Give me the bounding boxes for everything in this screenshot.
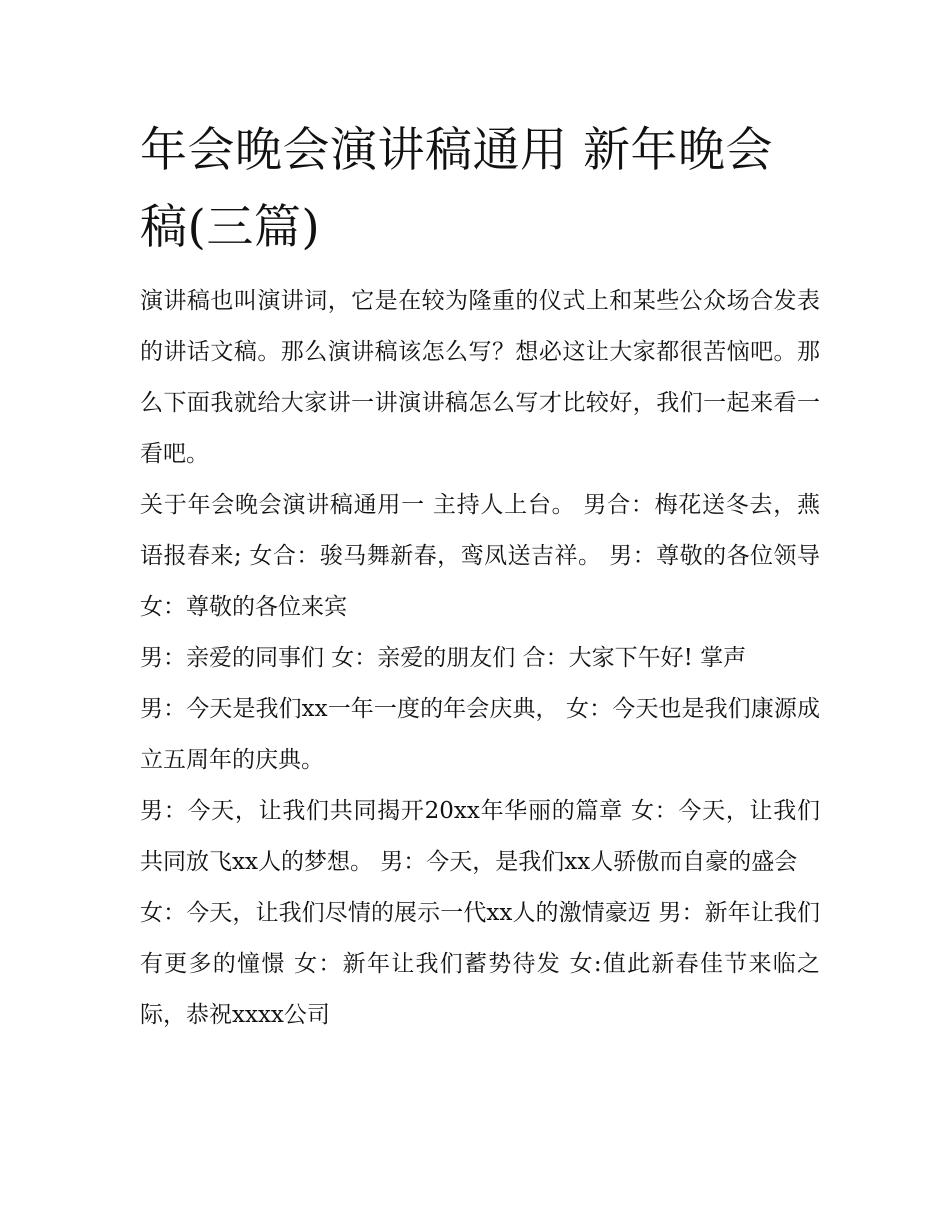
paragraph-today: 男：今天，让我们共同揭开20xx年华丽的篇章 女：今天，让我们共同放飞xx人的梦想。 男：今天，是我们xx人骄傲而自豪的盛会 — [140, 798, 820, 875]
paragraph-new-year: 女：今天，让我们尽情的展示一代xx人的激情豪迈 男：新年让我们有更多的憧憬 女：新年让我们蓄势待发 女:值此新春佳节来临之际，恭祝xxxx公司 — [140, 900, 820, 1028]
document-page — [140, 112, 820, 1041]
paragraph-greeting: 男：亲爱的同事们 女：亲爱的朋友们 合：大家下午好! 掌声 — [140, 645, 747, 671]
document-title: 年会晚会演讲稿通用 新年晚会稿(三篇) — [140, 123, 773, 255]
paragraph-opening: 关于年会晚会演讲稿通用一 主持人上台。 男合：梅花送冬去，燕语报春来; 女合：骏马舞新春，鸾凤送吉祥。 男：尊敬的各位领导 女：尊敬的各位来宾 — [140, 492, 820, 620]
paragraph-intro: 演讲稿也叫演讲词，它是在较为隆重的仪式上和某些公众场合发表的讲话文稿。那么演讲稿该怎么写？想必这让大家都很苦恼吧。那么下面我就给大家讲一讲演讲稿怎么写才比较好，我们一起来看一看吧。 — [140, 288, 820, 467]
paragraph-celebration: 男：今天是我们xx一年一度的年会庆典， 女：今天也是我们康源成立五周年的庆典。 — [140, 696, 820, 773]
